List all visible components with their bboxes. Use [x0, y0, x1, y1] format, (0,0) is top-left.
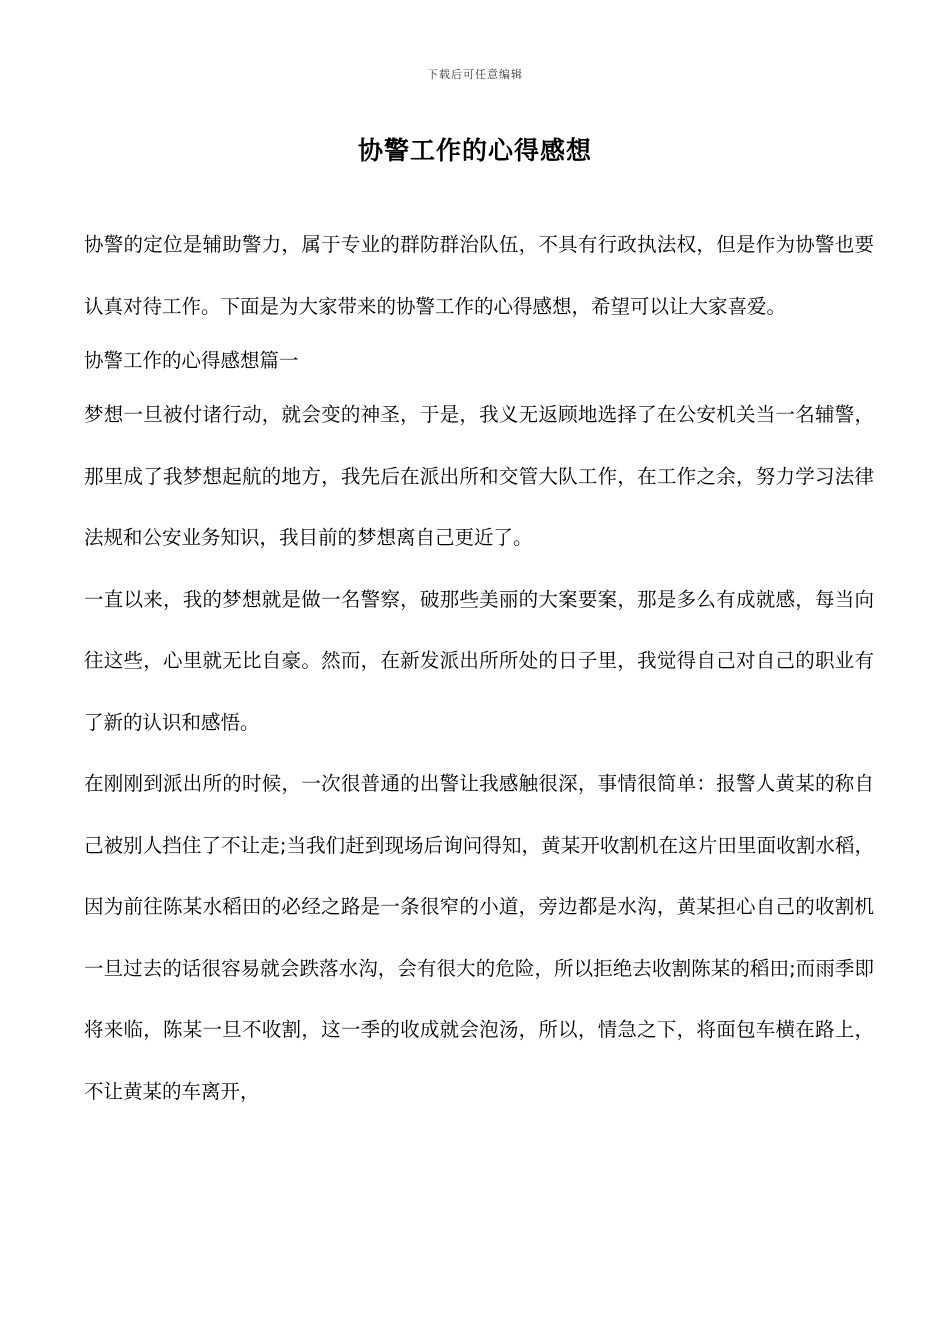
intro-paragraph: 协警的定位是辅助警力，属于专业的群防群治队伍，不具有行政执法权，但是作为协警也要认真对待工作。下面是为大家带来的协警工作的心得感想，希望可以让大家喜爱。: [84, 233, 874, 318]
body-paragraph: 梦想一旦被付诸行动，就会变的神圣，于是，我义无返顾地选择了在公安机关当一名辅警，那里成了我梦想起航的地方，我先后在派出所和交管大队工作，在工作之余，努力学习法律法规和公安业务知识，我目前的梦想离自己更近了。: [84, 403, 874, 549]
document-body: [84, 214, 874, 1122]
document-title: 协警工作的心得感想: [357, 136, 592, 165]
body-paragraph: 一直以来，我的梦想就是做一名警察，破那些美丽的大案要案，那是多么有成就感，每当向往这些，心里就无比自豪。然而，在新发派出所所处的日子里，我觉得自己对自己的职业有了新的认识和感悟。: [84, 587, 874, 734]
body-paragraph: 在刚刚到派出所的时候，一次很普通的出警让我感触很深，事情很简单：报警人黄某的称自己被别人挡住了不让走;当我们赶到现场后询问得知，黄某开收割机在这片田里面收割水稻，因为前往陈某水稻田的必经之路是一条很窄的小道，旁边都是水沟，黄某担心自己的收割机一旦过去的话很容易就会跌落水沟，会有很大的危险，所以拒绝去收割陈某的稻田;而雨季即将来临，陈某一旦不收割，这一季的收成就会泡汤，所以，情急之下，将面包车横在路上，不让黄某的车离开，: [84, 772, 874, 1103]
header-note: 下载后可任意编辑: [427, 68, 523, 81]
section-heading: 协警工作的心得感想篇一: [84, 349, 299, 372]
